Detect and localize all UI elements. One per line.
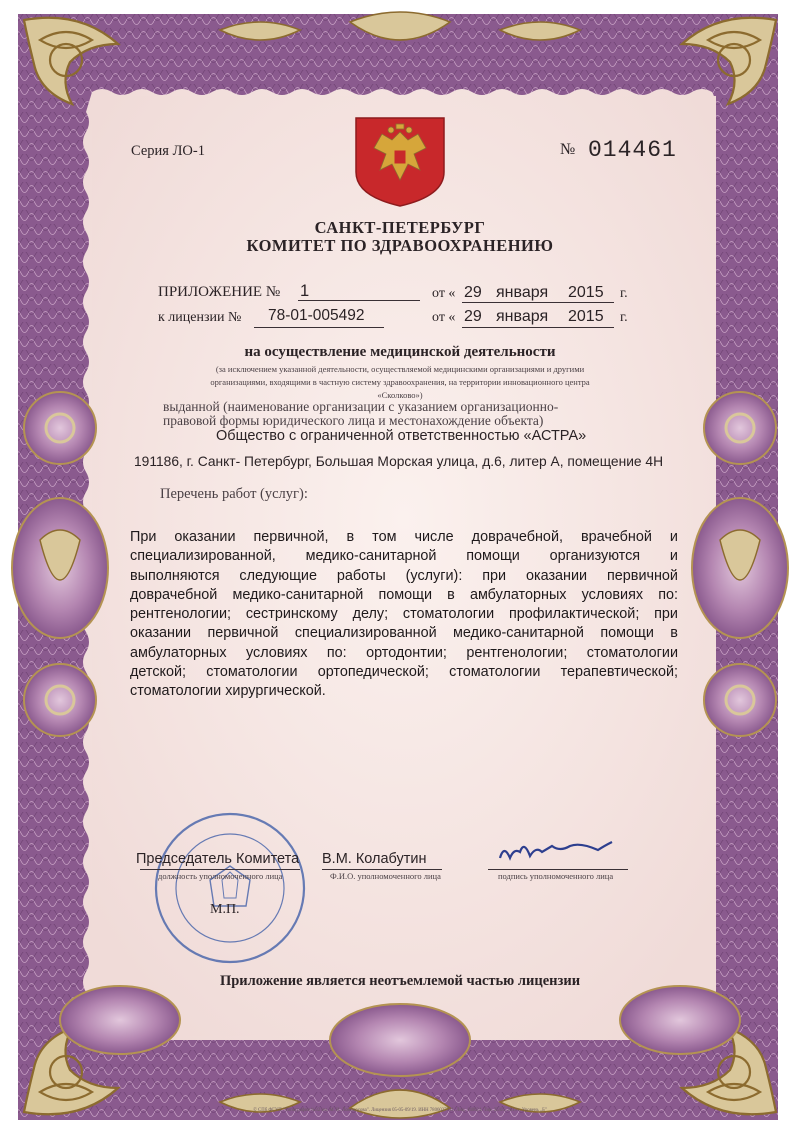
appendix-day: 29 [464,284,482,301]
works-line: специализированной, медико-санитарной помощи организуются и [130,548,678,565]
works-line: доврачебной медико-санитарной помощи в амбулаторных условиях по: [130,586,678,603]
license-form-number: 014461 [588,137,677,163]
printer-imprint: © СПб ФГУП "Типография №32 им. М. И. Ломоносова". Лицензия 05-05-09/19. ИНН 7806027741. Лиц. 140024. Тир. 25/05. 2013 г. Уровень „Б" [253,1108,547,1113]
works-line: амбулаторных условиях по: ортодонтии; рентгенологии; стоматологии [130,644,678,661]
signature-caption: подпись уполномоченного лица [498,871,614,881]
works-line: оказании первичной специализированной медико-санитарной помощи в [130,625,678,642]
activity-title: на осуществление медицинской деятельности [244,344,556,360]
name-caption: Ф.И.О. уполномоченного лица [330,871,441,881]
footer-note: Приложение является неотъемлемой частью лицензии [219,973,581,989]
exclusion-note-line-1: (за исключением указанной деятельности, осуществляемой медицинскими организациями и другими [215,364,585,374]
number-prefix: № [560,141,576,158]
license-month: января [496,308,549,325]
works-line: При оказании первичной, в том числе доврачебной, врачебной и [130,529,678,545]
signatory-position: Председатель Комитета [136,851,300,867]
appendix-number: 1 [300,282,310,300]
works-label: Перечень работ (услуг): [160,486,308,502]
coat-of-arms-icon [356,118,444,206]
stamp-place-mark: М.П. [210,902,240,917]
license-label: к лицензии № [158,310,242,325]
issued-note-line-1: выданной (наименование организации с указанием организационно- [163,399,559,414]
works-line: стоматологии хирургической. [130,683,326,700]
series-label: Серия ЛО-1 [131,143,205,159]
appendix-date-prefix: от « [432,286,456,301]
issued-note-line-2: правовой формы юридического лица и местонахождение объекта) [163,413,544,428]
license-year: 2015 [568,308,604,325]
appendix-year-suffix: г. [620,286,628,301]
committee-title: КОМИТЕТ ПО ЗДРАВООХРАНЕНИЮ [246,236,554,255]
license-date-prefix: от « [432,310,456,325]
signatory-name: В.М. Колабутин [322,851,427,867]
exclusion-note-line-3: «Сколково») [377,390,423,400]
city-title: САНКТ-ПЕТЕРБУРГ [314,218,486,237]
license-number: 78-01-005492 [268,307,365,324]
works-line: рентгенологии; сестринскому делу; стоматологии профилактической; при [130,606,678,623]
license-day: 29 [464,308,482,325]
organization-address: 191186, г. Санкт- Петербург, Большая Морская улица, д.6, литер А, помещение 4Н [134,454,664,469]
appendix-label: ПРИЛОЖЕНИЕ № [158,284,281,300]
works-line: выполняются следующие работы (услуги): при оказании первичной [130,567,678,584]
works-list [130,528,678,702]
exclusion-note-line-2: организациями, входящими в частную систему здравоохранения, на территории инновационного центра [210,377,590,387]
position-caption: должность уполномоченного лица [158,871,283,881]
organization-name: Общество с ограниченной ответственностью «АСТРА» [216,428,587,444]
works-line: детской; стоматологии ортопедической; стоматологии терапевтической; [130,664,678,681]
appendix-year: 2015 [568,284,604,301]
license-year-suffix: г. [620,310,628,325]
appendix-month: января [496,284,549,301]
